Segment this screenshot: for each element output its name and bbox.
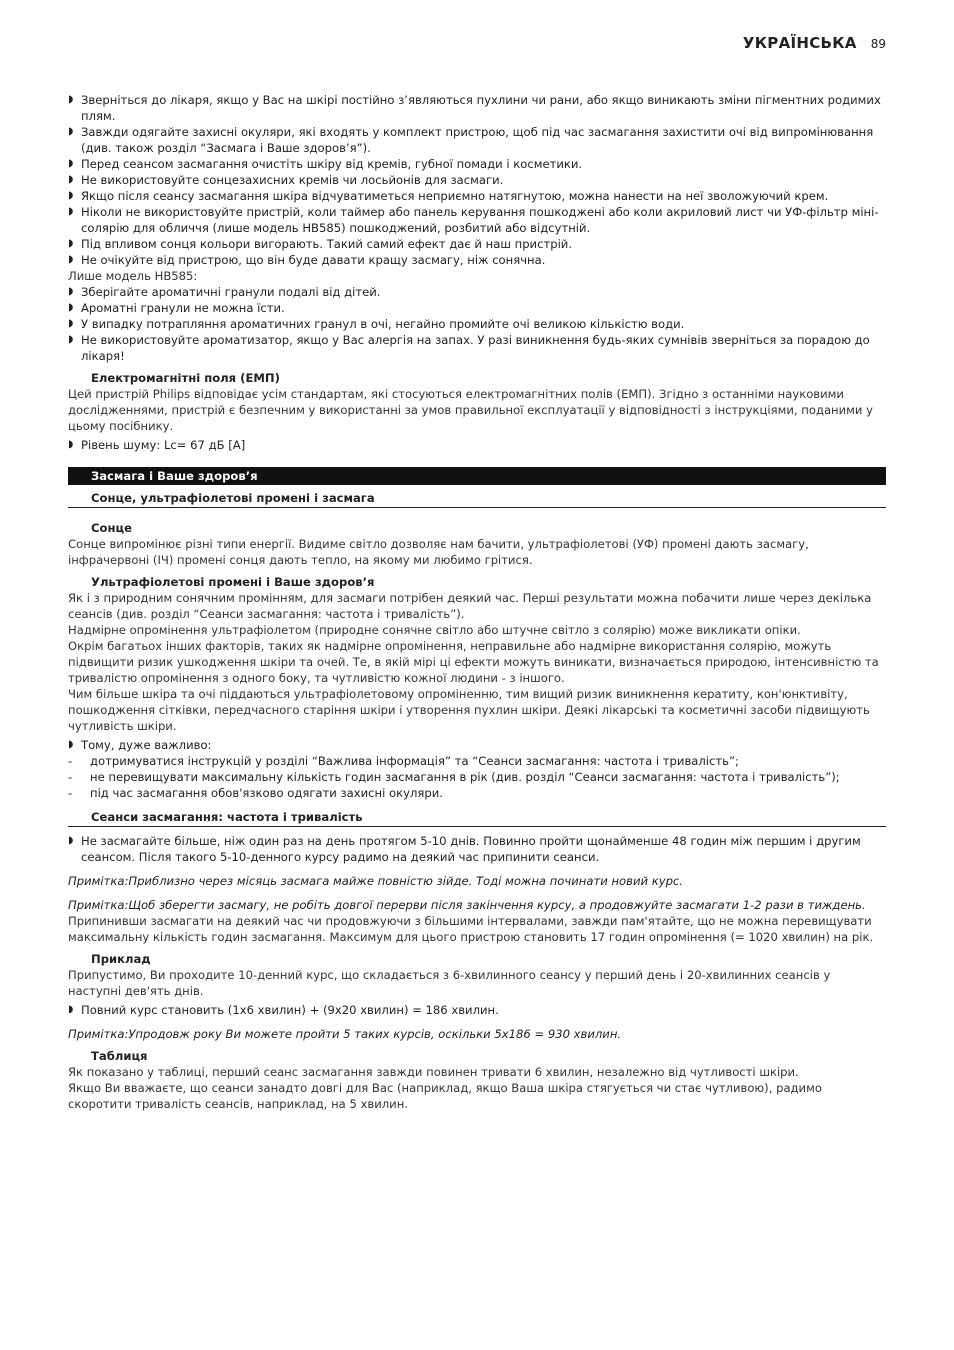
uv-paragraph: Окрім багатьох інших факторів, таких як надмірне опромінення, неправильне або надмірне використання солярію, можуть підвищити ризик ушкодження шкіри та очей. Те, в якій мірі ці ефекти можуть виникати, визначається природою, інтенсивністю та тривалістю опромінення з одного боку, та чутливістю кожної людини - з іншого. — [68, 639, 879, 685]
emf-heading: Електромагнітні поля (ЕМП) — [91, 371, 280, 385]
section-title-health: Засмага і Ваше здоров’я — [68, 467, 886, 485]
page-content — [68, 92, 886, 1112]
subsection-title-sessions: Сеанси засмагання: частота і тривалість — [68, 809, 886, 827]
intro-bullet: ◗ Під впливом сонця кольори вигорають. Такий самий ефект дає й наш пристрій. — [68, 236, 886, 252]
note: Примітка:Щоб зберегти засмагу, не робіть довгої перерви після закінчення курсу, а продовжуйте засмагати 1-2 рази в тиждень. — [68, 898, 866, 912]
uv-heading: Ультрафіолетові промені і Ваше здоров’я — [91, 575, 375, 589]
sun-heading: Сонце — [91, 521, 132, 535]
uv-paragraph: Чим більше шкіра та очі піддаються ультрафіолетовому опроміненню, тим вищий ризик виникнення кератиту, кон'юнктивіту, пошкодження сітківки, передчасного старіння шкіри і утворення пухлин шкіри. Деякі лікарські та косметичні засоби підвищують чутливість шкіри. — [68, 687, 870, 733]
table-paragraph: Як показано у таблиці, перший сеанс засмагання завжди повинен тривати 6 хвилин, незалежно від чутливості шкіри. — [68, 1065, 799, 1079]
intro-bullet: ◗ Не використовуйте сонцезахисних кремів чи лосьйонів для засмаги. — [68, 172, 886, 188]
dash-item: - під час засмагання обов'язково одягати захисні окуляри. — [68, 785, 886, 801]
model-label: Лише модель HB585: — [68, 269, 198, 283]
intro-bullet: ◗ Зверніться до лікаря, якщо у Вас на шкірі постійно з’являються пухлини чи рани, або якщо виникають зміни пігментних родимих плям. — [68, 92, 886, 124]
sun-text: Сонце випромінює різні типи енергії. Видиме світло дозволяє нам бачити, ультрафіолетові (УФ) промені дають засмагу, інфрачервоні (ІЧ) промені сонця дають тепло, на якому ми любимо грітися. — [68, 537, 809, 567]
intro-bullet: ◗ Ніколи не використовуйте пристрій, коли таймер або панель керування пошкоджені або коли акриловий лист чи УФ-фільтр міні-солярію для обличчя (лише модель HB585) пошкоджений, розбитий або відсутній. — [68, 204, 886, 236]
intro-bullet: ◗ Не очікуйте від пристрою, що він буде давати кращу засмагу, ніж сонячна. — [68, 252, 886, 268]
example-bullet: ◗ Повний курс становить (1x6 хвилин) + (9x20 хвилин) = 186 хвилин. — [68, 1002, 886, 1018]
dash-item: - не перевищувати максимальну кількість годин засмагання в рік (див. розділ “Сеанси засмагання: частота і тривалість”); — [68, 769, 886, 785]
subsection-title-sun-uv: Сонце, ультрафіолетові промені і засмага — [68, 490, 886, 508]
example-text: Припустимо, Ви проходите 10-денний курс, що складається з 6-хвилинного сеансу у перший день і 20-хвилинних сеансів у наступні дев'ять днів. — [68, 968, 831, 998]
noise-bullet: ◗ Рівень шуму: Lc= 67 дБ [A] — [68, 437, 886, 453]
model-bullet: ◗ Ароматні гранули не можна їсти. — [68, 300, 886, 316]
example-heading: Приклад — [91, 952, 151, 966]
table-paragraph: Якщо Ви вважаєте, що сеанси занадто довгі для Вас (наприклад, якщо Ваша шкіра стягується чи стає чутливою), радимо скоротити тривалість сеансів, наприклад, на 5 хвилин. — [68, 1081, 822, 1111]
uv-paragraph: Надмірне опромінення ультрафіолетом (природне сонячне світло або штучне світло з солярію) може викликати опіки. — [68, 623, 801, 637]
important-bullet: ◗ Тому, дуже важливо: — [68, 737, 886, 753]
intro-bullet: ◗ Якщо після сеансу засмагання шкіра відчуватиметься неприємно натягнутою, можна нанести на неї зволожуючий крем. — [68, 188, 886, 204]
page-header — [0, 33, 886, 54]
sessions-bullet: ◗ Не засмагайте більше, ніж один раз на день протягом 5-10 днів. Повинно пройти щонайменше 48 годин між першим і другим сеансом. Після такого 5-10-денного курсу радимо на деякий час припинити сеанси. — [68, 833, 886, 865]
model-bullet: ◗ Не використовуйте ароматизатор, якщо у Вас алергія на запах. У разі виникнення будь-яких сумнівів зверніться за порадою до лікаря! — [68, 332, 886, 364]
note: Примітка:Упродовж року Ви можете пройти 5 таких курсів, оскільки 5x186 = 930 хвилин. — [68, 1027, 622, 1041]
dash-item: - дотримуватися інструкцій у розділі “Важлива інформація” та “Сеанси засмагання: частота і тривалість”; — [68, 753, 886, 769]
table-heading: Таблиця — [91, 1049, 148, 1063]
language-label: УКРАЇНСЬКА — [742, 34, 857, 52]
intro-bullet: ◗ Перед сеансом засмагання очистіть шкіру від кремів, губної помади і косметики. — [68, 156, 886, 172]
intro-bullet: ◗ Завжди одягайте захисні окуляри, які входять у комплект пристрою, щоб під час засмагання захистити очі від випромінювання (див. також розділ “Засмага і Ваше здоров’я”). — [68, 124, 886, 156]
emf-text: Цей пристрій Philips відповідає усім стандартам, які стосуються електромагнітних полів (ЕМП). Згідно з останніми науковими дослідженнями, пристрій є безпечним у використанні за умов правильної експлуатації у відповідності з інструкціями, поданими у цьому посібнику. — [68, 387, 874, 433]
uv-paragraph: Як і з природним сонячним промінням, для засмаги потрібен деякий час. Перші результати можна побачити лише через декілька сеансів (див. розділ “Сеанси засмагання: частота і тривалість”). — [68, 591, 872, 621]
note: Примітка:Приблизно через місяць засмага майже повністю зійде. Тоді можна починати новий курс. — [68, 874, 683, 888]
after-note-text: Припинивши засмагати на деякий час чи продовжуючи з більшими інтервалами, завжди пам'ятайте, що не можна перевищувати максимальну кількість годин засмагання. Максимум для цього пристрою становить 17 годин опромінення (= 1020 хвилин) на рік. — [68, 914, 874, 944]
model-bullet: ◗ Зберігайте ароматичні гранули подалі від дітей. — [68, 284, 886, 300]
model-bullet: ◗ У випадку потрапляння ароматичних гранул в очі, негайно промийте очі великою кількістю води. — [68, 316, 886, 332]
page-number: 89 — [870, 37, 886, 51]
